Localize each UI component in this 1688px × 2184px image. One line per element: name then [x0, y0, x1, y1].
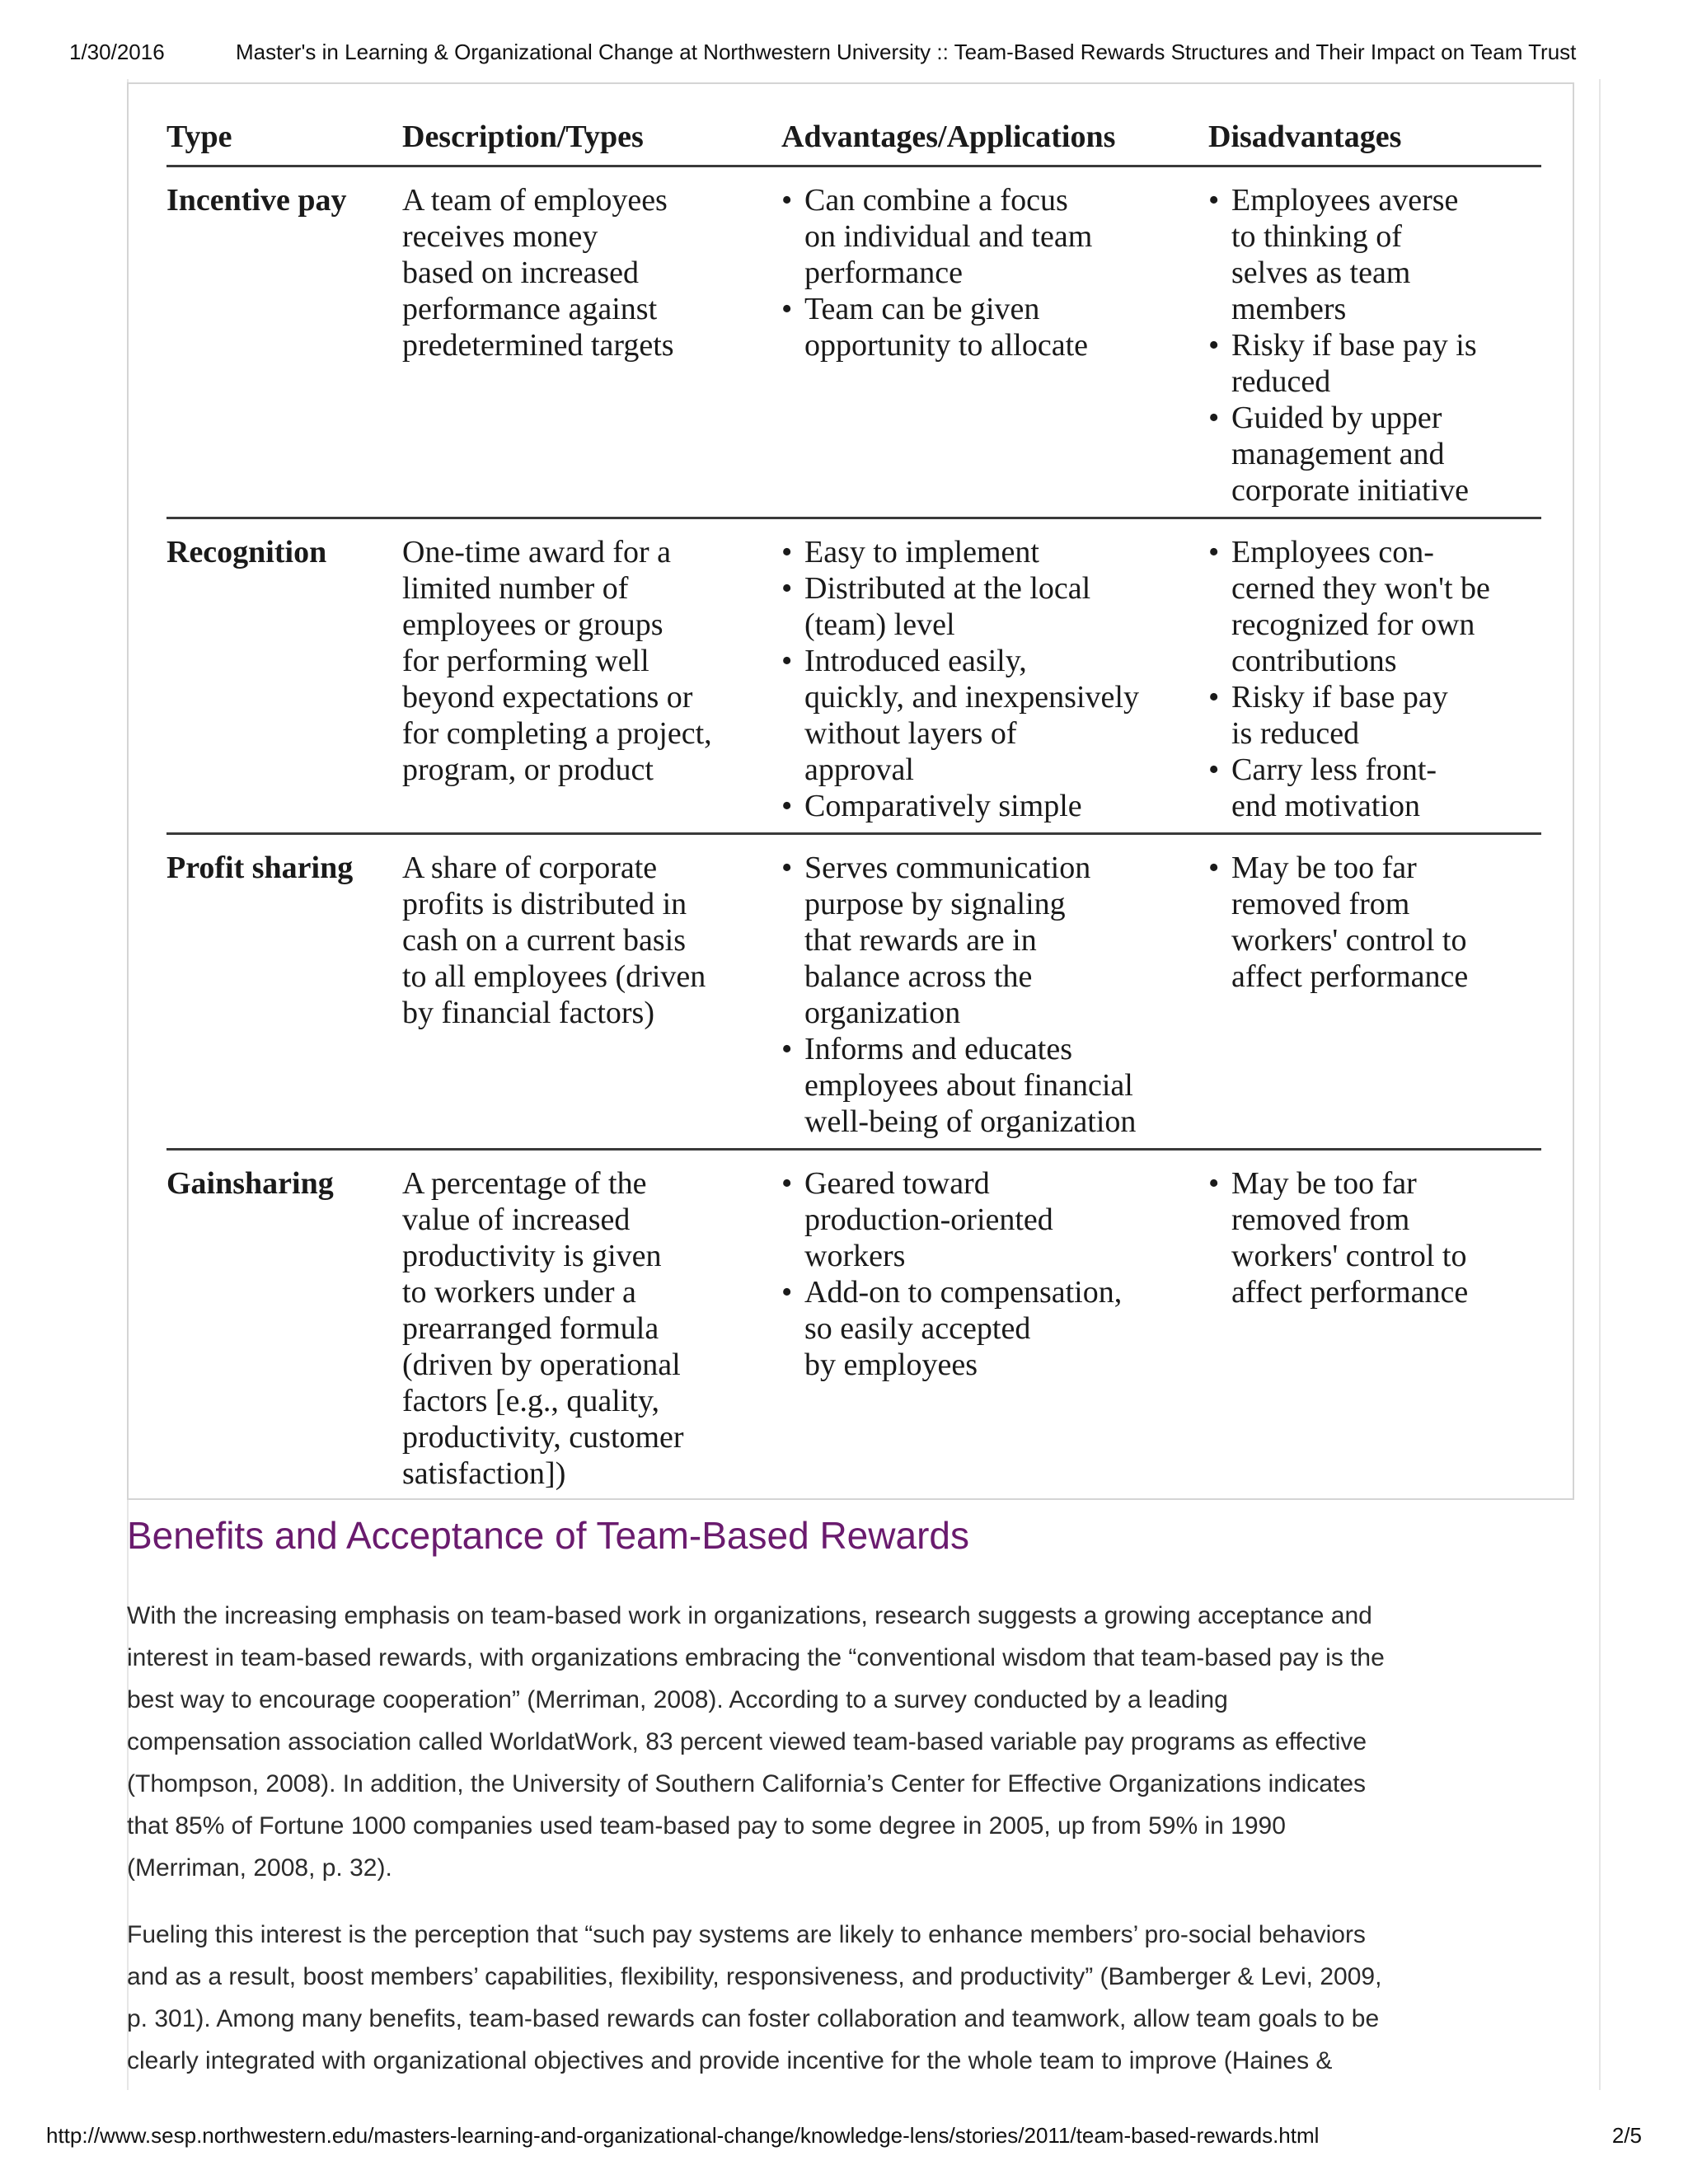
bullet-item: • Employees con- — [1208, 534, 1490, 570]
bullet-item: • Risky if base pay is — [1208, 327, 1477, 363]
rewards-table-image — [127, 82, 1574, 1500]
bullet-continuation: workers — [804, 1239, 906, 1273]
cell-line: (driven by operational — [402, 1347, 681, 1382]
bullet-continuation: members — [1231, 292, 1347, 326]
paragraph-line: (Merriman, 2008, p. 32). — [127, 1854, 392, 1882]
paragraph-line: With the increasing emphasis on team-based work in organizations, research suggests a growing acceptance and — [127, 1602, 1372, 1629]
cell-line: receives money — [402, 219, 598, 254]
cell-line: productivity, customer — [402, 1420, 684, 1455]
table-row — [166, 519, 1541, 835]
bullet-continuation: reduced — [1231, 364, 1331, 399]
bullet-item: • May be too far — [1208, 850, 1468, 886]
cell-line: One-time award for a — [402, 535, 672, 569]
bullet-continuation: purpose by signaling — [804, 887, 1066, 921]
bullet-continuation: production-oriented — [804, 1202, 1053, 1237]
print-footer — [46, 2123, 1642, 2151]
bullet-continuation: recognized for own — [1231, 607, 1475, 642]
bullet-continuation: affect performance — [1231, 959, 1469, 994]
cell-type: Incentive pay — [166, 183, 347, 218]
paragraph-line: and as a result, boost members’ capabilities, flexibility, responsiveness, and productivity” (Bamberger & Levi, 2009, — [127, 1963, 1382, 1990]
cell-description — [402, 182, 674, 363]
bullet-item: • Can combine a focus — [781, 182, 1092, 218]
cell-line: for completing a project, — [402, 716, 712, 751]
bullet-item: • May be too far — [1208, 1165, 1468, 1202]
bullet-continuation: well-being of organization — [804, 1104, 1137, 1139]
print-date: 1/30/2016 — [69, 40, 165, 64]
cell-advantages — [781, 534, 1139, 824]
bullet-continuation: removed from — [1231, 1202, 1410, 1237]
cell-line: prearranged formula — [402, 1311, 659, 1346]
paragraph-line: p. 301). Among many benefits, team-based rewards can foster collaboration and teamwork, allow team goals to be — [127, 2005, 1380, 2032]
print-header — [46, 40, 1642, 68]
print-url: http://www.sesp.northwestern.edu/masters-learning-and-organizational-change/knowledge-lens/stories/2011/team-based-rewards.html — [46, 2123, 1320, 2148]
bullet-item: • Introduced easily, — [781, 643, 1139, 679]
bullet-continuation: end motivation — [1231, 789, 1421, 823]
cell-description — [402, 1165, 684, 1492]
cell-advantages — [781, 182, 1092, 363]
cell-advantages — [781, 1165, 1122, 1383]
content-border-right — [1599, 79, 1601, 2090]
table-header-advantages: Advantages/Applications — [781, 120, 1116, 154]
section-heading: Benefits and Acceptance of Team-Based Rewards — [127, 1514, 969, 1557]
cell-advantages — [781, 850, 1136, 1140]
bullet-continuation: contributions — [1231, 644, 1397, 678]
bullet-continuation: employees about financial — [804, 1068, 1133, 1103]
rewards-table — [166, 114, 1541, 1500]
bullet-continuation: is reduced — [1231, 716, 1360, 751]
cell-line: A team of employees — [402, 183, 668, 218]
bullet-item: • Risky if base pay — [1208, 679, 1490, 715]
cell-line: for performing well — [402, 644, 649, 678]
bullet-item: • Easy to implement — [781, 534, 1139, 570]
paragraph-line: clearly integrated with organizational objectives and provide incentive for the whole team to improve (Haines & — [127, 2047, 1333, 2074]
bullet-continuation: removed from — [1231, 887, 1410, 921]
bullet-continuation: opportunity to allocate — [804, 328, 1089, 363]
table-row — [166, 835, 1541, 1151]
bullet-continuation: so easily accepted — [804, 1311, 1031, 1346]
paragraph-line: that 85% of Fortune 1000 companies used team-based pay to some degree in 2005, up from 59% in 1990 — [127, 1812, 1286, 1840]
cell-line: factors [e.g., quality, — [402, 1384, 659, 1418]
cell-line: based on increased — [402, 255, 639, 290]
paragraph-benefits — [127, 1595, 1578, 1889]
bullet-continuation: performance — [804, 255, 963, 290]
table-header-row — [166, 114, 1541, 167]
bullet-continuation: to thinking of — [1231, 219, 1402, 254]
paragraph-line: interest in team-based rewards, with organizations embracing the “conventional wisdom that team-based pay is the — [127, 1644, 1385, 1671]
bullet-continuation: balance across the — [804, 959, 1033, 994]
print-page-title: Master's in Learning & Organizational Change at Northwestern University :: Team-Based Rewards Structures and Their Impact on Team Trust — [236, 40, 1577, 64]
print-page-number: 2/5 — [1611, 2123, 1642, 2148]
paragraph-line: compensation association called WorldatWork, 83 percent viewed team-based variable pay programs as effective — [127, 1728, 1367, 1755]
paragraph-line: (Thompson, 2008). In addition, the University of Southern California’s Center for Effective Organizations indicates — [127, 1770, 1367, 1797]
table-body — [166, 167, 1541, 1500]
bullet-item: • Guided by upper — [1208, 400, 1477, 436]
table-header-type: Type — [166, 120, 232, 154]
bullet-continuation: (team) level — [804, 607, 955, 642]
cell-line: beyond expectations or — [402, 680, 693, 715]
bullet-continuation: without layers of — [804, 716, 1017, 751]
bullet-continuation: corporate initiative — [1231, 473, 1470, 508]
bullet-continuation: affect performance — [1231, 1275, 1469, 1310]
bullet-continuation: on individual and team — [804, 219, 1093, 254]
bullet-continuation: quickly, and inexpensively — [804, 680, 1139, 715]
paragraph-line: best way to encourage cooperation” (Merriman, 2008). According to a survey conducted by a leading — [127, 1686, 1228, 1713]
cell-line: satisfaction]) — [402, 1456, 566, 1491]
cell-line: performance against — [402, 292, 658, 326]
cell-description — [402, 534, 712, 788]
cell-line: productivity is given — [402, 1239, 662, 1273]
bullet-continuation: management and — [1231, 437, 1445, 471]
cell-line: A percentage of the — [402, 1166, 647, 1201]
cell-disadvantages — [1208, 1165, 1468, 1310]
table-header-disadvantages: Disadvantages — [1208, 120, 1402, 154]
bullet-continuation: that rewards are in — [804, 923, 1037, 958]
bullet-item: • Distributed at the local — [781, 570, 1139, 607]
cell-line: A share of corporate — [402, 851, 658, 885]
bullet-continuation: by employees — [804, 1347, 978, 1382]
bullet-continuation: organization — [804, 996, 961, 1030]
table-row — [166, 1151, 1541, 1500]
bullet-item: • Employees averse — [1208, 182, 1477, 218]
cell-line: profits is distributed in — [402, 887, 687, 921]
bullet-item: • Carry less front- — [1208, 752, 1490, 788]
cell-description — [402, 850, 706, 1031]
cell-line: value of increased — [402, 1202, 631, 1237]
bullet-item: • Add-on to compensation, — [781, 1274, 1122, 1310]
cell-line: predetermined targets — [402, 328, 674, 363]
bullet-item: • Comparatively simple — [781, 788, 1139, 824]
bullet-continuation: selves as team — [1231, 255, 1411, 290]
bullet-item: • Geared toward — [781, 1165, 1122, 1202]
cell-type: Profit sharing — [166, 851, 354, 885]
cell-line: to workers under a — [402, 1275, 636, 1310]
table-header-description: Description/Types — [402, 120, 644, 154]
bullet-item: • Informs and educates — [781, 1031, 1136, 1067]
table-row — [166, 167, 1541, 519]
cell-line: program, or product — [402, 752, 654, 787]
bullet-continuation: approval — [804, 752, 914, 787]
paragraph-line: Fueling this interest is the perception that “such pay systems are likely to enhance members’ pro-social behaviors — [127, 1921, 1366, 1948]
bullet-continuation: workers' control to — [1231, 1239, 1467, 1273]
cell-line: employees or groups — [402, 607, 663, 642]
cell-line: limited number of — [402, 571, 629, 606]
cell-disadvantages — [1208, 534, 1490, 824]
cell-line: to all employees (driven — [402, 959, 706, 994]
cell-disadvantages — [1208, 182, 1477, 509]
cell-line: by financial factors) — [402, 996, 654, 1030]
cell-type: Gainsharing — [166, 1166, 334, 1201]
bullet-continuation: cerned they won't be — [1231, 571, 1490, 606]
paragraph-fueling-interest — [127, 1914, 1578, 2082]
cell-line: cash on a current basis — [402, 923, 686, 958]
bullet-item: • Serves communication — [781, 850, 1136, 886]
bullet-item: • Team can be given — [781, 291, 1092, 327]
cell-disadvantages — [1208, 850, 1468, 995]
bullet-continuation: workers' control to — [1231, 923, 1467, 958]
cell-type: Recognition — [166, 535, 327, 569]
